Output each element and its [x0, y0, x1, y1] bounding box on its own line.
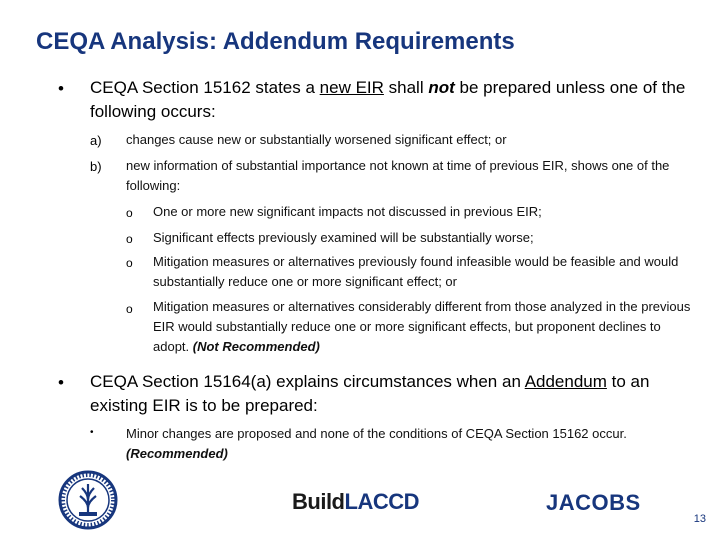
sub-bullet-marker: •	[90, 427, 94, 438]
recommended-note: (Recommended)	[126, 446, 228, 461]
sub-item-marker: a)	[90, 133, 102, 148]
bullet-1-post: be prepared unless one of the following occurs:	[90, 78, 686, 121]
jacobs-logo: JACOBS	[546, 490, 641, 515]
o-item-2: Significant effects previously examined will be substantially worse;	[153, 230, 534, 245]
o-marker: o	[126, 302, 133, 316]
o-marker: o	[126, 232, 133, 246]
bullet-1-pre: CEQA Section 15162 states a	[90, 78, 320, 97]
o-marker: o	[126, 256, 133, 270]
bullet-1-emphasis: not	[428, 78, 455, 97]
buildlaccd-logo	[292, 489, 419, 515]
bullet-1-underlined: new EIR	[319, 78, 384, 97]
o-item-4	[153, 297, 693, 357]
slide-title: CEQA Analysis: Addendum Requirements	[36, 28, 515, 55]
o-item-4-text: Mitigation measures or alternatives considerably different from those analyzed in the previous EIR would substantially reduce one or more significant effects, but proponent declines to adopt.	[153, 299, 691, 354]
b2-sub-item-text: Minor changes are proposed and none of the conditions of CEQA Section 15162 occur.	[126, 426, 627, 441]
bullet-1-text	[90, 76, 690, 124]
o-item-1: One or more new significant impacts not discussed in previous EIR;	[153, 204, 542, 219]
sub-item-marker: b)	[90, 159, 102, 174]
buildlaccd-logo-part-a: Build	[292, 489, 345, 514]
bullet-2-text	[90, 370, 690, 418]
o-item-3: Mitigation measures or alternatives previously found infeasible would be feasible and would substantially reduce one or more significant effect; or	[153, 254, 679, 289]
o-marker: o	[126, 206, 133, 220]
buildlaccd-logo-part-b: LACCD	[344, 489, 419, 514]
bullet-2-pre: CEQA Section 15164(a) explains circumstances when an	[90, 372, 525, 391]
bullet-1-mid: shall	[383, 78, 429, 97]
b2-sub-item	[126, 424, 686, 464]
bullet-2-underlined: Addendum	[524, 372, 607, 391]
sub-item-b: new information of substantial importance not known at time of previous EIR, shows one of the following:	[126, 158, 670, 193]
bullet-marker: •	[58, 373, 64, 392]
sub-item-a: changes cause new or substantially worsened significant effect; or	[126, 132, 507, 147]
not-recommended-note: (Not Recommended)	[192, 339, 320, 354]
page-number: 13	[693, 513, 706, 525]
bullet-marker: •	[58, 79, 64, 98]
laccd-seal-logo	[58, 470, 118, 530]
bullet-2-post: to an existing EIR is to be prepared:	[90, 372, 650, 415]
